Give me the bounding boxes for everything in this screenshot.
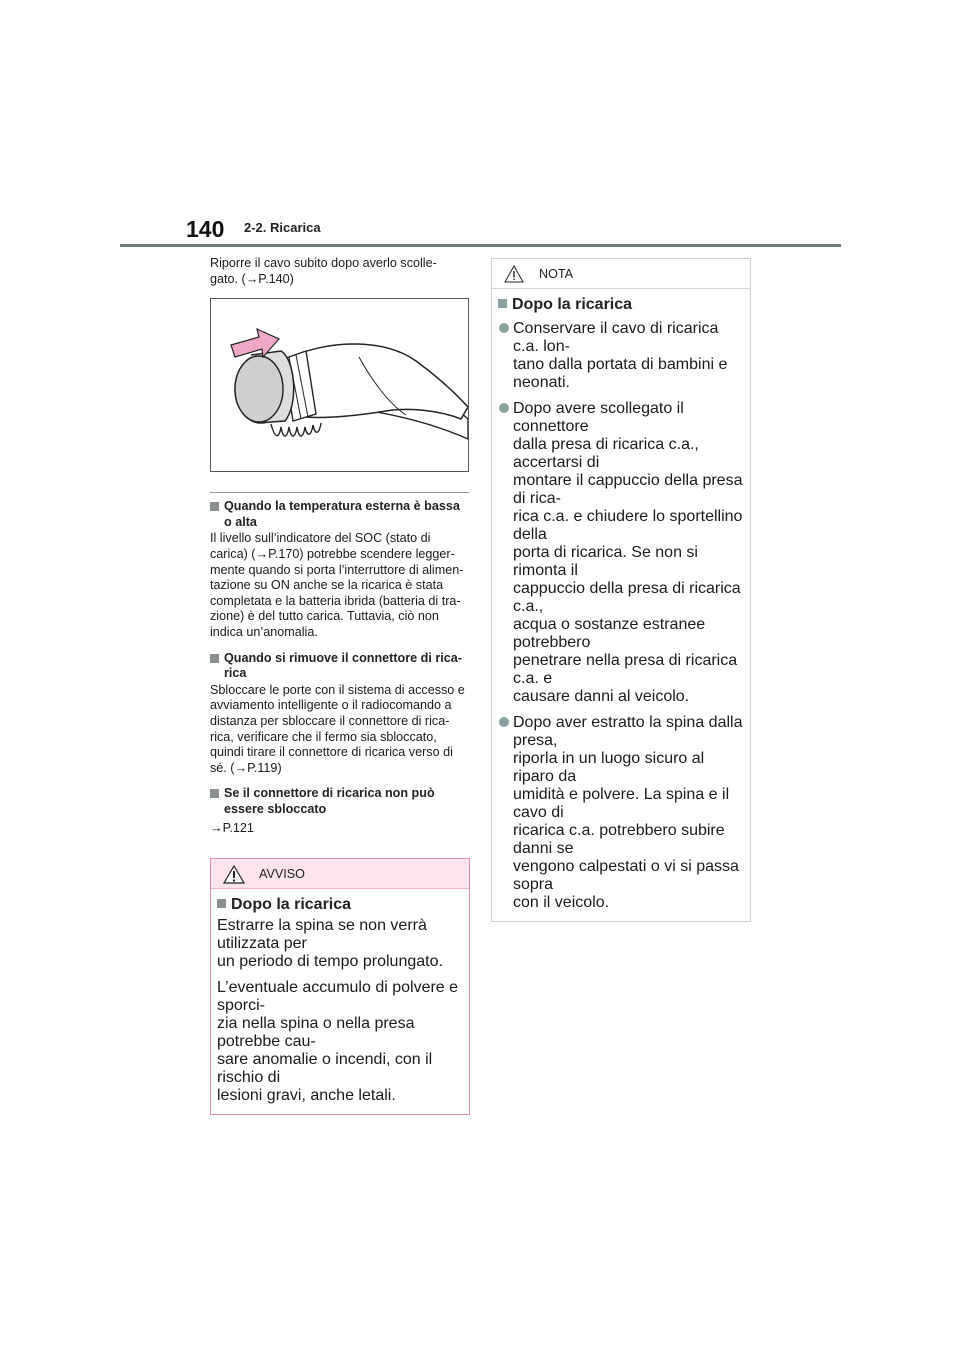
left-column [210, 256, 469, 847]
body-line: vengono calpestati o vi si passa sopra [513, 858, 739, 893]
warning-body [211, 889, 469, 1114]
notice-header [492, 259, 750, 289]
body-line: Sbloccare le porte con il sistema di accesso e [210, 682, 465, 697]
caution-triangle-icon [504, 265, 524, 283]
body-line: riporla in un luogo sicuro al riparo da [513, 750, 705, 785]
body-line: rica, verificare che il fermo sia sbloccato, [210, 729, 437, 744]
body-line: quindi tirare il connettore di ricarica verso di [210, 745, 453, 760]
section-heading [210, 499, 469, 530]
section-heading [210, 651, 469, 682]
body-line: Il livello sull’indicatore del SOC (stato di [210, 531, 431, 546]
body-line: con il veicolo. [513, 894, 610, 911]
warning-header [211, 859, 469, 889]
section-body [210, 821, 469, 837]
warning-label: AVVISO [259, 867, 305, 881]
body-line: completata e la batteria ibrida (batteria di tra- [210, 593, 461, 608]
body-line: Dopo aver estratto la spina dalla presa, [513, 714, 743, 749]
section-heading [210, 786, 469, 817]
body-line: zione) è del tutto carica. Tuttavia, ciò non [210, 609, 439, 624]
section-connector-stuck [210, 786, 469, 837]
charging-connector-figure [210, 298, 469, 472]
heading-line: essere sbloccato [224, 801, 327, 816]
notice-bullet [498, 400, 743, 706]
body-line: montare il cappuccio della presa di rica- [513, 472, 743, 507]
notice-heading [498, 296, 743, 314]
heading-line: Dopo la ricarica [512, 296, 633, 313]
notice-bullet [498, 320, 743, 392]
notice-box [491, 258, 751, 922]
section-body [210, 683, 469, 777]
body-line: Dopo avere scollegato il connettore [513, 400, 684, 435]
warning-paragraph [217, 979, 462, 1105]
body-line: sare anomalie o incendi, con il rischio di [217, 1051, 433, 1086]
notice-label: NOTA [539, 267, 574, 281]
square-bullet-icon [210, 502, 219, 511]
body-line: acqua o sostanze estranee potrebbero [513, 616, 706, 651]
round-bullet-icon [499, 717, 509, 727]
round-bullet-icon [499, 323, 509, 333]
body-line: ricarica c.a. potrebbero subire danni se [513, 822, 725, 857]
heading-line: rica [224, 666, 247, 681]
body-line: zia nella spina o nella presa potrebbe cau- [217, 1015, 415, 1050]
body-line: lesioni gravi, anche letali. [217, 1087, 396, 1104]
body-line: porta di ricarica. Se non si rimonta il [513, 544, 698, 579]
body-line: distanza per sbloccare il connettore di rica- [210, 713, 450, 728]
notice-bullet [498, 714, 743, 912]
body-line: mente quando si porta l’interruttore di alimen- [210, 562, 464, 577]
heading-line: o alta [224, 514, 257, 529]
page-number: 140 [186, 216, 225, 242]
body-line: causare danni al veicolo. [513, 688, 690, 705]
warning-paragraph [217, 917, 462, 971]
section-title: 2-2. Ricarica [244, 220, 321, 235]
body-line: Conservare il cavo di ricarica c.a. lon- [513, 320, 719, 355]
body-line: umidità e polvere. La spina e il cavo di [513, 786, 730, 821]
section-divider [210, 492, 469, 493]
body-line: tano dalla portata di bambini e neonati. [513, 356, 728, 391]
body-line: sé. (→P.119) [210, 760, 282, 775]
body-line: cappuccio della presa di ricarica c.a., [513, 580, 741, 615]
notice-body [492, 289, 750, 921]
warning-heading [217, 896, 462, 914]
body-line: penetrare nella presa di ricarica c.a. e [513, 652, 738, 687]
heading-line: Quando la temperatura esterna è bassa [224, 499, 460, 514]
intro-line: gato. (→P.140) [210, 271, 294, 286]
body-line: rica c.a. e chiudere lo sportellino della [513, 508, 743, 543]
square-bullet-icon [210, 654, 219, 663]
round-bullet-icon [499, 403, 509, 413]
body-line: un periodo di tempo prolungato. [217, 953, 443, 970]
body-line: dalla presa di ricarica c.a., accertarsi di [513, 436, 699, 471]
body-line: carica) (→P.170) potrebbe scendere legger- [210, 546, 455, 561]
body-line: Estrarre la spina se non verrà utilizzata per [217, 917, 427, 952]
section-remove-connector [210, 651, 469, 777]
heading-line: Se il connettore di ricarica non può [224, 786, 435, 801]
page-reference-link[interactable]: →P.121 [210, 821, 254, 836]
warning-box [210, 858, 470, 1115]
body-line: tazione su ON anche se la ricarica è stata [210, 578, 444, 593]
square-bullet-icon [217, 899, 226, 908]
intro-line: Riporre il cavo subito dopo averlo scolle- [210, 256, 437, 270]
square-bullet-icon [498, 299, 507, 308]
heading-line: Quando si rimuove il connettore di rica- [224, 650, 462, 665]
connector-illustration [211, 299, 468, 471]
square-bullet-icon [210, 789, 219, 798]
heading-line: Dopo la ricarica [231, 896, 352, 913]
warning-triangle-icon [223, 865, 245, 884]
body-line: indica un’anomalia. [210, 624, 318, 639]
header-rule [120, 244, 841, 247]
body-line: L’eventuale accumulo di polvere e sporci- [217, 979, 459, 1014]
section-temperature [210, 499, 469, 640]
intro-text [210, 256, 469, 287]
section-body [210, 531, 469, 640]
body-line: avviamento intelligente o il radiocomando a [210, 698, 452, 713]
